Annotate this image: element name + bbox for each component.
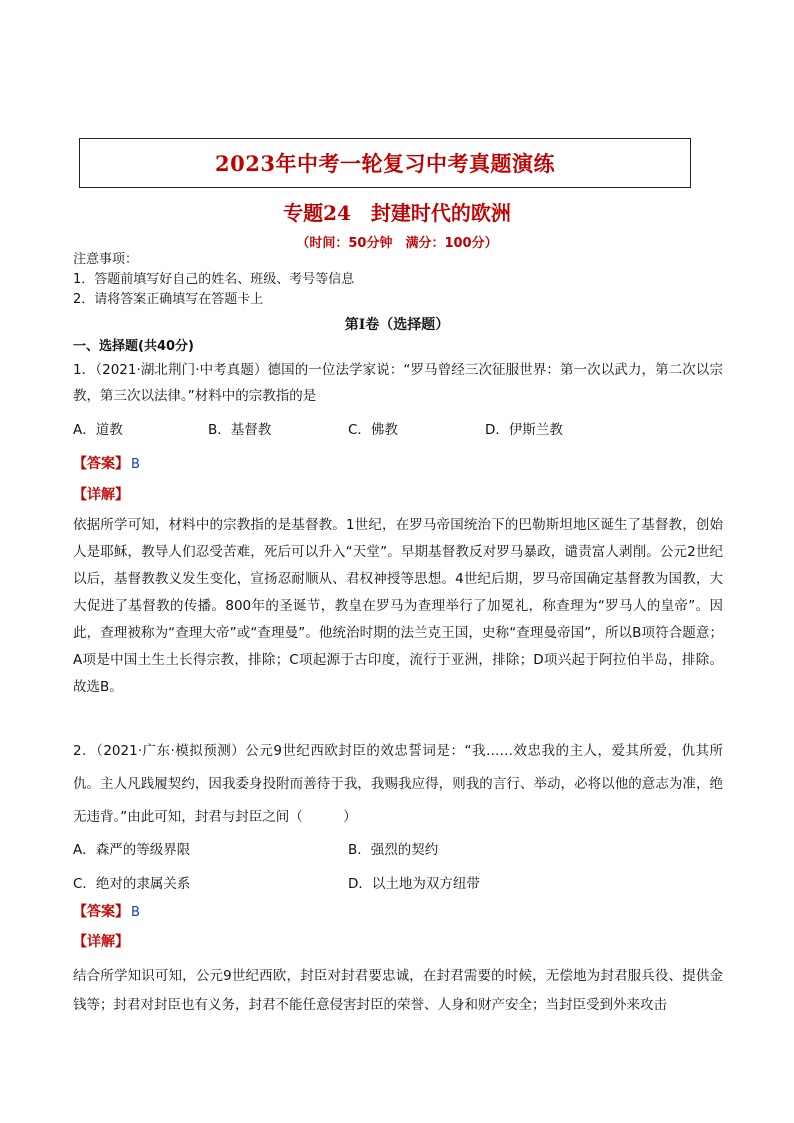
option-c: C．佛教 [348,422,398,438]
option-d: D．以土地为双方纽带 [348,876,480,892]
notes-heading: 注意事项： [73,252,139,267]
detail-label-2 [73,931,723,951]
option-b: B．基督教 [208,422,272,438]
answer-1 [73,453,723,473]
question-1 [73,357,723,441]
options-grid [73,838,723,892]
page-title: 2023年中考一轮复习中考真题演练 [215,151,555,176]
detail-label: 【详解】 [73,934,129,950]
answer-value: B [131,905,140,920]
question-stem: 1．（2021·湖北荆门·中考真题）德国的一位法学家说：“罗马曾经三次征服世界：第一次以武力，第二次以宗教，第三次以法律。”材料中的宗教指的是 [73,362,723,404]
option-c: C．绝对的隶属关系 [73,876,191,892]
answer-value: B [131,457,140,472]
explanation-1: 依据所学可知，材料中的宗教指的是基督教。1世纪，在罗马帝国统治下的巴勒斯坦地区诞生了基督教，创始人是耶稣，教导人们忍受苦难，死后可以升入“天堂”。早期基督教反对罗马暴政，谴责富人剥削。公元2世纪以后，基督教教义发生变化，宣扬忍耐顺从、君权神授等思想。4世纪后期，罗马帝国确定基督教为国教，大大促进了基督教的传播。800年的圣诞节，教皇在罗马为查理举行了加冕礼，称查理为“罗马人的皇帝”。因此，查理被称为“查理大帝”或“查理曼”。他统治时期的法兰克王国，史称“查理曼帝国”，所以B项符合题意；A项是中国土生土长得宗教，排除；C项起源于古印度，流行于亚洲，排除；D项兴起于阿拉伯半岛，排除。故选B。 [73,517,723,695]
options-2 [73,838,723,892]
part-heading: 一、选择题(共40分) [73,339,194,354]
notes-block [73,250,354,310]
notes-item: 1．答题前填写好自己的姓名、班级、考号等信息 [73,272,355,287]
options-row [73,419,723,441]
answer-2 [73,901,723,921]
question-2 [73,735,723,834]
title-box [79,138,691,188]
topic-subtitle: 专题24 封建时代的欧洲 [283,201,511,225]
question-stem: 2．（2021·广东·模拟预测）公元9世纪西欧封臣的效忠誓词是：“我……效忠我的主人，爱其所爱，仇其所仇。主人凡践履契约，因我委身投附而善待于我，我赐我应得，则我的言行、举动，必将以他的意志为准，绝无违背。”由此可知，封君与封臣之间（ ） [73,743,723,825]
option-a: A．森严的等级界限 [73,842,191,858]
detail-label-1 [73,484,723,504]
option-d: D．伊斯兰教 [485,422,563,438]
exam-meta: （时间：50分钟 满分：100分） [296,236,498,251]
option-b: B．强烈的契约 [348,842,439,858]
section-title: 第Ⅰ卷（选择题） [344,317,450,333]
answer-label: 【答案】 [73,456,129,472]
answer-label: 【答案】 [73,904,129,920]
detail-label: 【详解】 [73,487,129,503]
notes-item: 2．请将答案正确填写在答题卡上 [73,292,264,307]
explanation-2: 结合所学知识可知，公元9世纪西欧，封臣对封君要忠诚，在封君需要的时候，无偿地为封君服兵役、提供金钱等；封君对封臣也有义务，封君不能任意侵害封臣的荣誉、人身和财产安全；当封臣受到外来攻击 [73,968,723,1013]
option-a: A．道教 [73,422,123,438]
